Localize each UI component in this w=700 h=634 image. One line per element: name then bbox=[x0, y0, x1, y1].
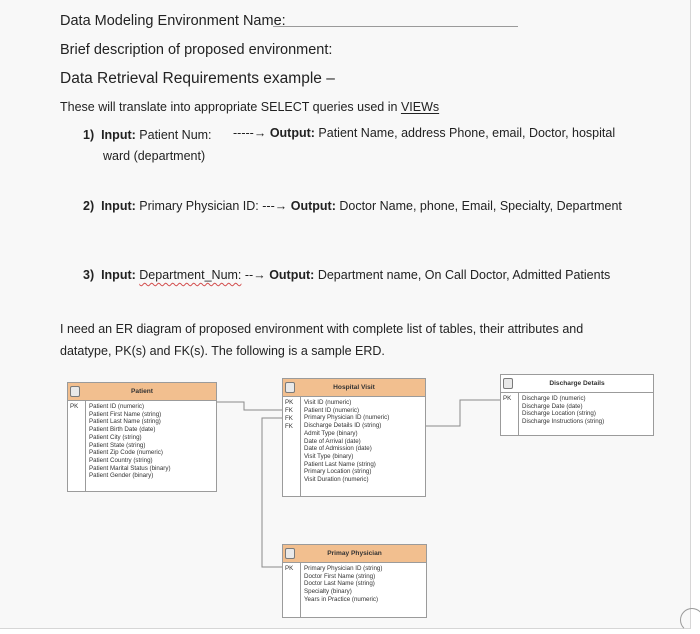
attribute: Patient Marital Status (binary) bbox=[89, 464, 171, 472]
attribute: Patient Last Name (string) bbox=[89, 418, 161, 426]
page-curl-icon bbox=[680, 608, 700, 632]
table-discharge-details-attributes bbox=[522, 395, 604, 426]
attribute: Primary Physician ID (numeric) bbox=[304, 414, 390, 422]
attribute: Patient Zip Code (numeric) bbox=[89, 449, 163, 457]
table-patient-body bbox=[68, 401, 216, 491]
attribute: Admit Type (binary) bbox=[304, 429, 358, 437]
table-hospital-visit-header bbox=[283, 379, 425, 397]
req2-input-value: Primary Physician ID: bbox=[139, 199, 259, 213]
req3-input-label: Input: bbox=[101, 268, 136, 282]
table-primary-physician-header bbox=[283, 545, 426, 563]
req3-num: 3) bbox=[83, 268, 95, 282]
table-discharge-details bbox=[500, 374, 654, 436]
table-icon bbox=[285, 548, 295, 559]
key-label: PK bbox=[70, 403, 79, 410]
key-label: PK bbox=[285, 399, 294, 406]
attribute: Doctor First Name (string) bbox=[304, 572, 376, 580]
table-primary-physician-attributes bbox=[304, 565, 382, 604]
req1-output-label: Output: bbox=[269, 126, 315, 140]
need-line-1: I need an ER diagram of proposed environment with complete list of tables, their attributes and bbox=[60, 322, 584, 336]
key-label: PK bbox=[285, 565, 294, 572]
views-link: VIEWs bbox=[400, 100, 440, 114]
attribute: Specialty (binary) bbox=[304, 588, 352, 596]
attribute: Doctor Last Name (string) bbox=[304, 580, 375, 588]
req3-output-value: Department name, On Call Doctor, Admitted Patients bbox=[317, 268, 611, 282]
attribute: Primary Physician ID (string) bbox=[304, 565, 383, 572]
table-primary-physician-title: Primay Physician bbox=[327, 550, 382, 557]
table-discharge-details-body bbox=[501, 393, 653, 435]
req1-arrow: -----→ bbox=[233, 126, 267, 140]
req3-arrow: --→ bbox=[244, 268, 266, 282]
table-hospital-visit-keys bbox=[283, 397, 301, 496]
attribute: Patient ID (numeric) bbox=[89, 403, 145, 410]
table-primary-physician bbox=[282, 544, 427, 618]
table-discharge-details-header bbox=[501, 375, 653, 393]
req1-input-value: Patient Num: bbox=[139, 128, 212, 142]
table-hospital-visit-body bbox=[283, 397, 425, 496]
attribute: Discharge Location (string) bbox=[522, 410, 596, 418]
attribute: Patient First Name (string) bbox=[89, 410, 162, 418]
attribute: Visit Duration (numeric) bbox=[304, 476, 369, 484]
table-icon bbox=[285, 382, 295, 393]
retrieval-title: Data Retrieval Requirements example – bbox=[60, 70, 335, 87]
table-discharge-details-keys bbox=[501, 393, 519, 435]
translate-prefix: These will translate into appropriate SELECT queries used in bbox=[60, 100, 401, 114]
req1-output-wrap: ward (department) bbox=[103, 149, 206, 163]
attribute: Discharge Details ID (string) bbox=[304, 422, 382, 430]
attribute: Visit Type (binary) bbox=[304, 452, 354, 460]
table-patient-keys bbox=[68, 401, 86, 491]
req1-input-label: Input: bbox=[101, 128, 136, 142]
table-icon bbox=[503, 378, 513, 389]
table-primary-physician-keys bbox=[283, 563, 301, 617]
req1-num: 1) bbox=[83, 128, 95, 142]
attribute: Patient Country (string) bbox=[89, 456, 153, 464]
req2-output-label: Output: bbox=[290, 199, 336, 213]
brief-description-label: Brief description of proposed environment: bbox=[60, 42, 333, 58]
table-primary-physician-body bbox=[283, 563, 426, 617]
link-discharge-visit bbox=[424, 400, 500, 426]
table-patient-attributes bbox=[89, 403, 171, 480]
attribute: Patient State (string) bbox=[89, 441, 146, 449]
req3-input-value: Department_Num: bbox=[139, 268, 242, 282]
req2-arrow: ---→ bbox=[262, 199, 288, 213]
attribute: Visit ID (numeric) bbox=[304, 399, 352, 406]
table-hospital-visit-attributes bbox=[304, 399, 389, 484]
link-patient-visit bbox=[215, 402, 282, 410]
attribute: Patient ID (numeric) bbox=[304, 406, 360, 414]
table-patient-header bbox=[68, 383, 216, 401]
req2-output-value: Doctor Name, phone, Email, Specialty, Department bbox=[339, 199, 622, 213]
table-hospital-visit-title: Hospital Visit bbox=[333, 384, 375, 391]
table-patient bbox=[67, 382, 217, 492]
attribute: Years in Practice (numeric) bbox=[304, 595, 379, 603]
attribute: Patient Last Name (string) bbox=[304, 460, 376, 468]
key-label: FK bbox=[285, 423, 293, 430]
attribute: Discharge Instructions (string) bbox=[522, 418, 605, 426]
key-label: FK bbox=[285, 407, 293, 414]
req2-num: 2) bbox=[83, 199, 95, 213]
attribute: Discharge ID (numeric) bbox=[522, 395, 586, 402]
key-label: FK bbox=[285, 415, 293, 422]
table-discharge-details-title: Discharge Details bbox=[549, 380, 605, 387]
link-physician-visit bbox=[262, 418, 282, 567]
table-icon bbox=[70, 386, 80, 397]
req2-input-label: Input: bbox=[101, 199, 136, 213]
table-hospital-visit bbox=[282, 378, 426, 497]
req3-output-label: Output: bbox=[269, 268, 315, 282]
attribute: Date of Admission (date) bbox=[304, 445, 372, 453]
table-patient-title: Patient bbox=[131, 388, 153, 395]
attribute: Patient Birth Date (date) bbox=[89, 426, 156, 434]
attribute: Patient Gender (binary) bbox=[89, 472, 154, 480]
attribute: Primary Location (string) bbox=[304, 468, 372, 476]
attribute: Discharge Date (date) bbox=[522, 402, 583, 410]
attribute: Date of Arrival (date) bbox=[304, 437, 361, 445]
env-name-label: Data Modeling Environment Name: bbox=[60, 13, 286, 29]
req1-output-value: Patient Name, address Phone, email, Doctor, hospital bbox=[318, 126, 616, 140]
attribute: Patient City (string) bbox=[89, 433, 142, 441]
key-label: PK bbox=[503, 395, 512, 402]
need-line-2: datatype, PK(s) and FK(s). The following is a sample ERD. bbox=[60, 344, 385, 358]
